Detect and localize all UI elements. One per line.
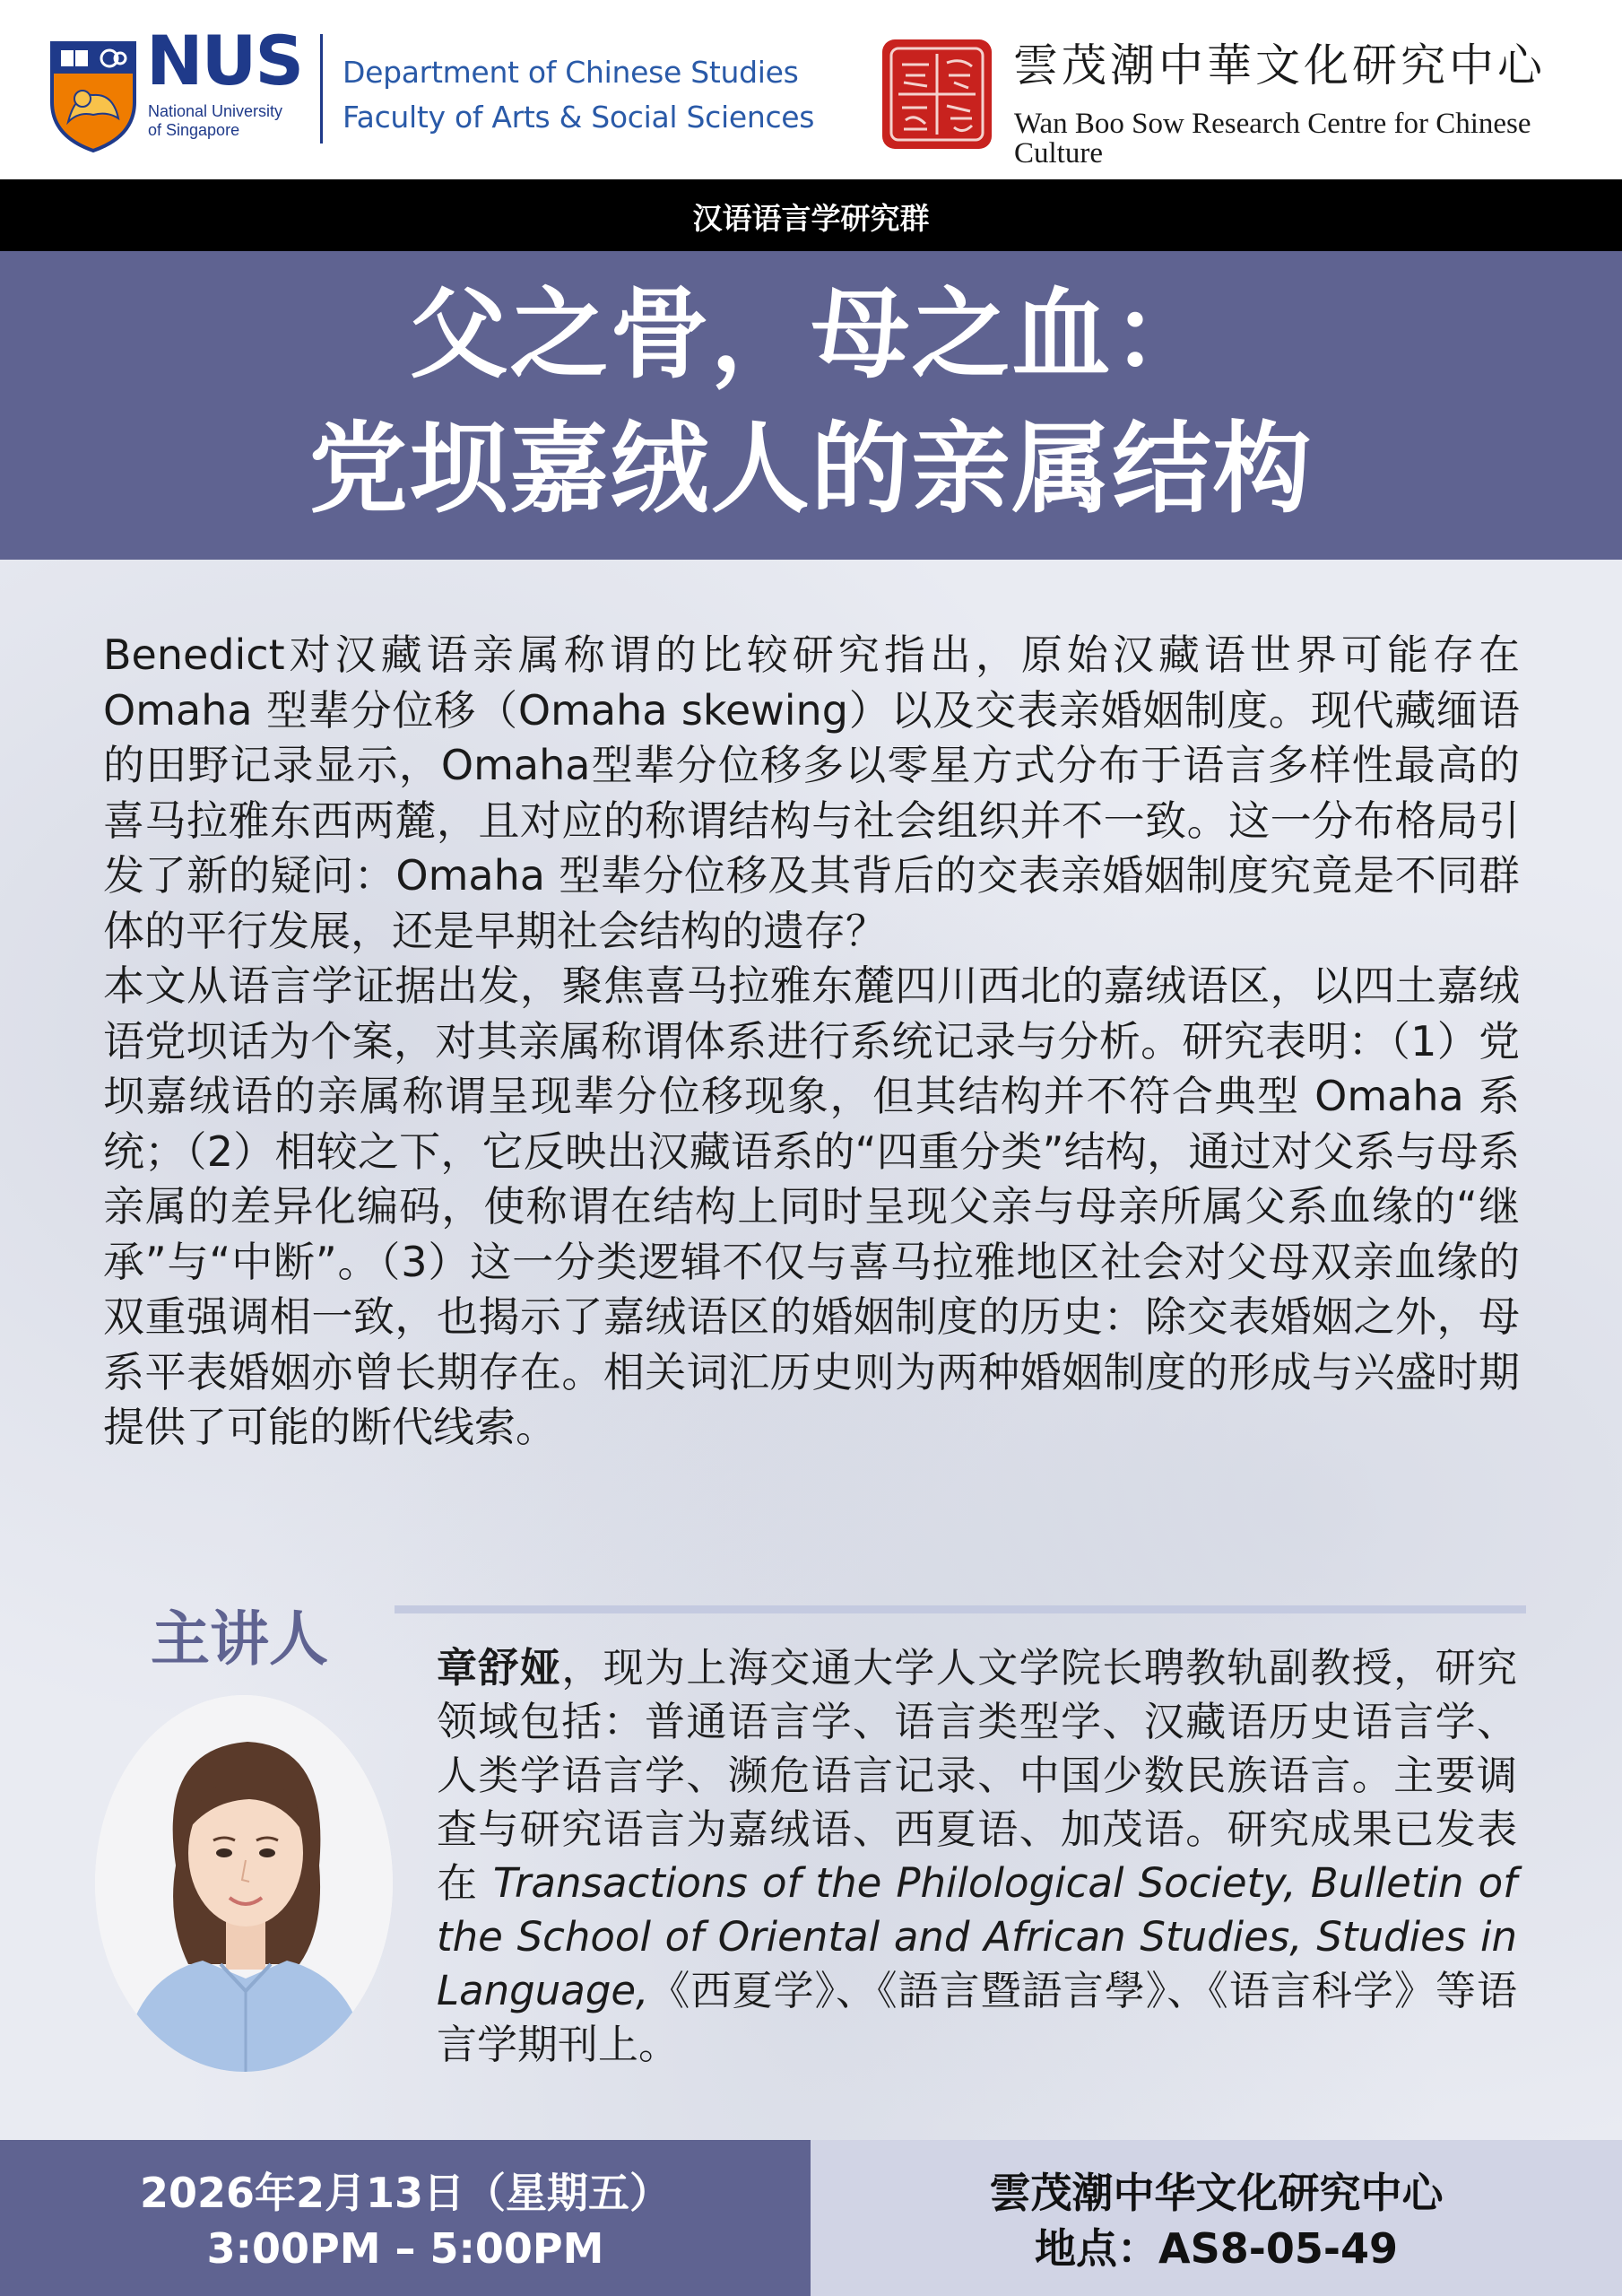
nus-university-line2: of Singapore <box>148 121 240 139</box>
event-time-panel <box>0 2140 811 2296</box>
venue-organization: 雲茂潮中华文化研究中心 <box>989 2169 1444 2217</box>
research-group-label: 汉语语言学研究群 <box>692 201 930 236</box>
speaker-bio-text <box>437 1641 1517 2072</box>
research-group-banner <box>0 179 1622 251</box>
nus-university-line1: National University <box>148 102 283 120</box>
event-date: 2026年2月13日（星期五） <box>139 2169 672 2217</box>
poster-header <box>0 0 1622 179</box>
speaker-journals-cn: 《西夏学》、《語言暨語言學》、《语言科学》等语言学期刊上。 <box>437 1967 1517 2068</box>
speaker-bio <box>437 1641 1517 2072</box>
speaker-journals-en: Transactions of the Philological Society, Bulletin of the School of Oriental and African Studies, Studies in Language, <box>437 1859 1517 2014</box>
department-line1: Department of Chinese Studies <box>343 55 799 90</box>
nus-logo-text: NUS <box>146 21 303 100</box>
nus-crest-icon <box>48 39 138 152</box>
nus-university-name <box>148 102 282 140</box>
abstract-paragraph-1: Benedict对汉藏语亲属称谓的比较研究指出，原始汉藏语世界可能存在 Omaha 型辈分位移（Omaha skewing）以及交表亲婚姻制度。现代藏缅语的田野记录显示，Omaha型辈分位移多以零星方式分布于语言多样性最高的喜马拉雅东西两麓，且对应的称谓结构与社会组织并不一致。这一分布格局引发了新的疑问：Omaha 型辈分位移及其背后的交表亲婚姻制度究竟是不同群体的平行发展，还是早期社会结构的遗存？ <box>103 631 1520 955</box>
centre-name-en: Wan Boo Sow Research Centre for Chinese Culture <box>1014 108 1531 170</box>
abstract <box>103 628 1520 1456</box>
speaker-name: 章舒娅 <box>437 1644 562 1692</box>
speaker-divider <box>395 1605 1526 1613</box>
event-venue-panel <box>811 2140 1622 2296</box>
abstract-paragraph-2: 本文从语言学证据出发，聚焦喜马拉雅东麓四川西北的嘉绒语区，以四土嘉绒语党坝话为个案，对其亲属称谓体系进行系统记录与分析。研究表明：（1）党坝嘉绒语的亲属称谓呈现辈分位移现象，但其结构并不符合典型 Omaha 系统；（2）相较之下，它反映出汉藏语系的“四重分类”结构，通过对父系与母系亲属的差异化编码，使称谓在结构上同时呈现父亲与母亲所属父系血缘的“继承”与“中断”。（3）这一分类逻辑不仅与喜马拉雅地区社会对父母双亲血缘的双重强调相一致，也揭示了嘉绒语区的婚姻制度的历史：除交表婚姻之外，母系平表婚姻亦曾长期存在。相关词汇历史则为两种婚姻制度的形成与兴盛时期提供了可能的断代线索。 <box>103 961 1520 1451</box>
talk-title-line2: 党坝嘉绒人的亲属结构 <box>308 412 1314 526</box>
speaker-heading: 主讲人 <box>151 1605 328 1674</box>
venue-location: 地点：AS8-05-49 <box>1035 2224 1398 2273</box>
talk-title-line1: 父之骨，母之血： <box>409 277 1213 392</box>
centre-seal-icon <box>879 36 995 152</box>
department-line2: Faculty of Arts & Social Sciences <box>343 100 815 135</box>
speaker-portrait-icon <box>95 1695 393 2072</box>
speaker-photo <box>95 1695 393 2072</box>
speaker-bio-intro: ，现为上海交通大学人文学院长聘教轨副教授，研究领域包括：普通语言学、语言类型学、汉藏语历史语言学、人类学语言学、濒危语言记录、中国少数民族语言。主要调查与研究语言为嘉绒语、西夏语、加茂语。研究成果已发表在 <box>437 1644 1517 1907</box>
event-time: 3:00PM – 5:00PM <box>206 2224 604 2273</box>
department-name <box>343 50 814 140</box>
centre-name-cn: 雲茂潮中華文化研究中心 <box>1013 39 1546 91</box>
header-divider <box>320 34 323 144</box>
